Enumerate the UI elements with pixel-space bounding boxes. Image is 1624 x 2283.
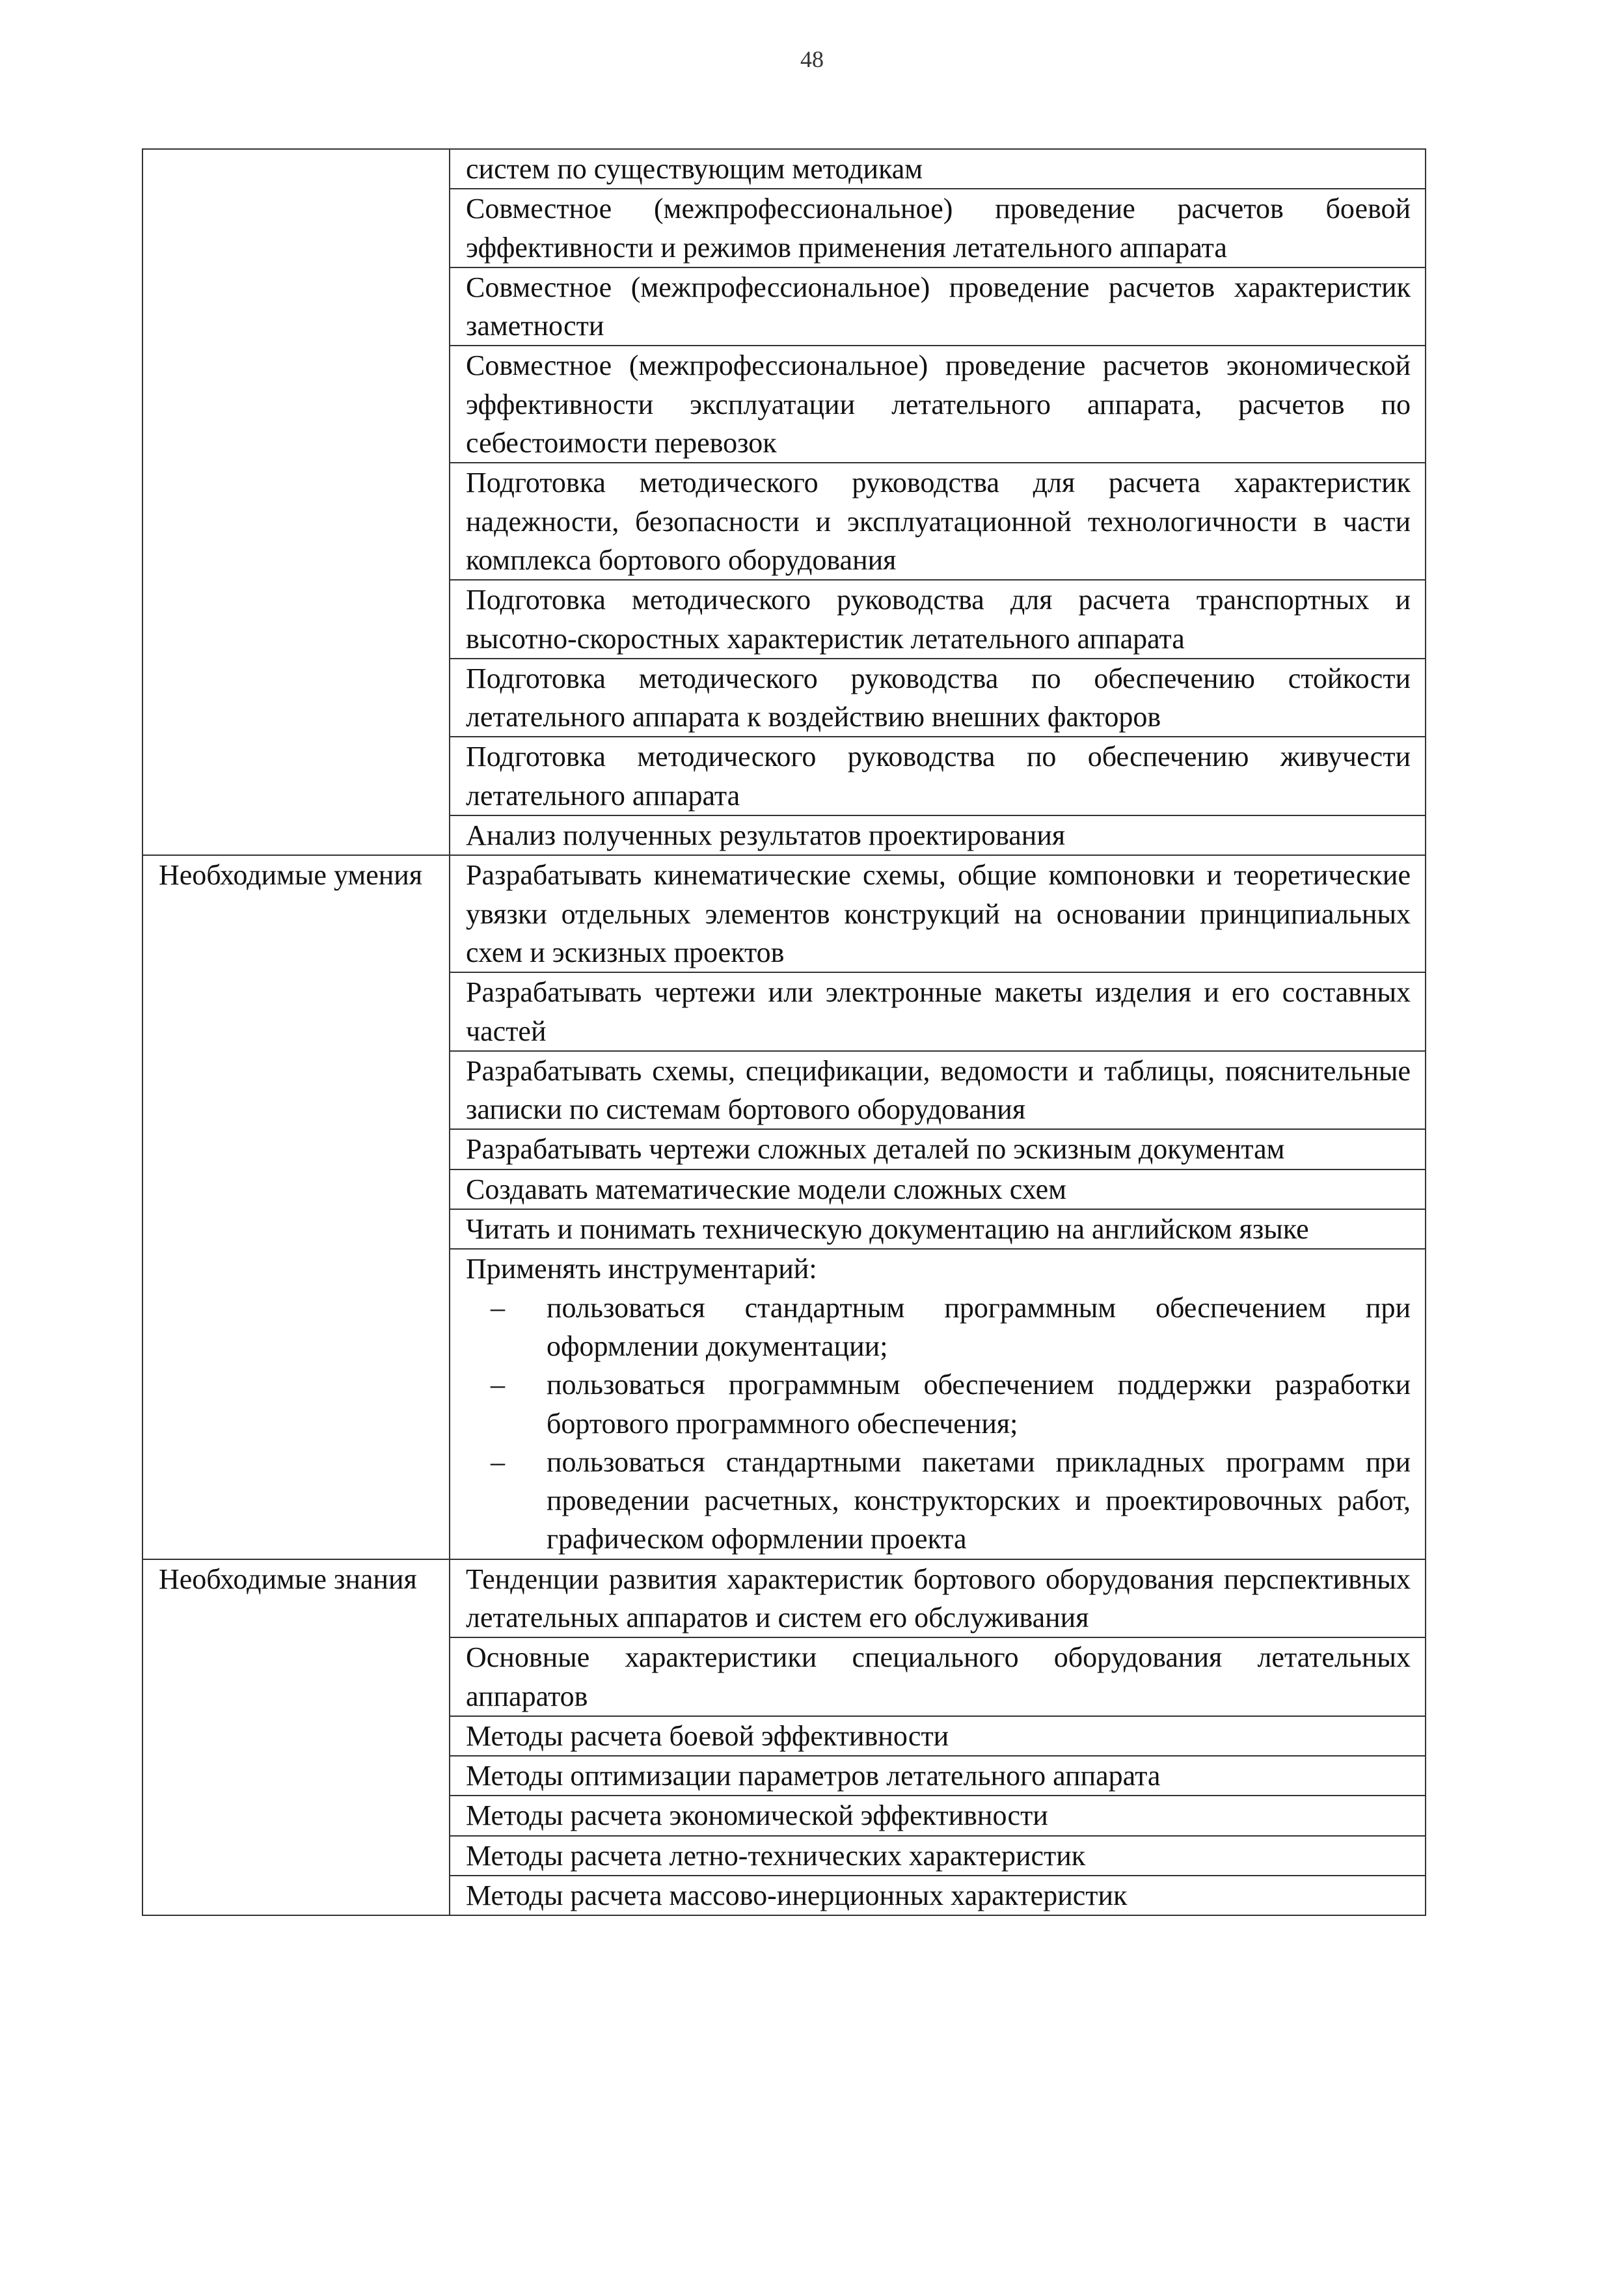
skill-item: Разрабатывать чертежи или электронные макеты изделия и его составных частей (450, 972, 1426, 1051)
table-row: Совместное (межпрофессиональное) проведение расчетов боевой эффективности и режимов применения летательного аппарата (450, 189, 1426, 267)
table-row: Подготовка методического руководства для расчета характеристик надежности, безопасности и эксплуатационной технологичности в части комплекса бортового оборудования (450, 463, 1426, 580)
knowledge-item: Тенденции развития характеристик бортового оборудования перспективных летательных аппаратов и систем его обслуживания (450, 1559, 1426, 1638)
table-row: Подготовка методического руководства для расчета транспортных и высотно-скоростных характеристик летательного аппарата (450, 580, 1426, 659)
dash-marker: – (491, 1445, 505, 1478)
dash-marker: – (491, 1369, 505, 1401)
list-item (466, 1289, 1411, 1366)
skill-item: Разрабатывать кинематические схемы, общие компоновки и теоретические увязки отдельных элементов конструкций на основании принципиальных схем и эскизных проектов (450, 855, 1426, 972)
page-number: 48 (800, 46, 824, 72)
skill-item: Создавать математические модели сложных схем (450, 1169, 1426, 1209)
list-item (466, 1365, 1411, 1443)
tools-list (466, 1289, 1411, 1559)
list-item (466, 1443, 1411, 1559)
tool-bullet-text: пользоваться стандартным программным обеспечением при оформлении документации; (547, 1291, 1411, 1362)
dash-marker: – (491, 1291, 505, 1324)
tool-bullet-text: пользоваться стандартными пакетами прикладных программ при проведении расчетных, конструкторских и проектировочных работ, графическом оформлении проекта (547, 1445, 1411, 1555)
table-row: Совместное (межпрофессиональное) проведение расчетов характеристик заметности (450, 267, 1426, 346)
table-row: Анализ полученных результатов проектирования (450, 815, 1426, 855)
tools-intro: Применять инструментарий: (466, 1253, 817, 1285)
skill-item: Разрабатывать схемы, спецификации, ведомости и таблицы, пояснительные записки по системам бортового оборудования (450, 1051, 1426, 1130)
table-row: Подготовка методического руководства по обеспечению стойкости летательного аппарата к воздействию внешних факторов (450, 659, 1426, 737)
knowledge-item: Методы расчета летно-технических характеристик (450, 1836, 1426, 1876)
table-row: Подготовка методического руководства по обеспечению живучести летательного аппарата (450, 737, 1426, 815)
knowledge-item: Методы оптимизации параметров летательного аппарата (450, 1756, 1426, 1796)
knowledge-item: Методы расчета массово-инерционных характеристик (450, 1876, 1426, 1915)
knowledge-item: Методы расчета экономической эффективности (450, 1796, 1426, 1835)
table-row: систем по существующим методикам (450, 149, 1426, 189)
knowledge-label: Необходимые знания (142, 1559, 450, 1916)
table-row: Совместное (межпрофессиональное) проведение расчетов экономической эффективности эксплуатации летательного аппарата, расчетов по себестоимости перевозок (450, 346, 1426, 463)
knowledge-item: Методы расчета боевой эффективности (450, 1716, 1426, 1756)
requirements-table (142, 148, 1426, 1916)
tool-bullet-text: пользоваться программным обеспечением поддержки разработки бортового программного обеспечения; (547, 1369, 1411, 1440)
tools-skill-item (450, 1249, 1426, 1559)
skill-item: Разрабатывать чертежи сложных деталей по эскизным документам (450, 1129, 1426, 1169)
knowledge-item: Основные характеристики специального оборудования летательных аппаратов (450, 1637, 1426, 1716)
skill-item: Читать и понимать техническую документацию на английском языке (450, 1209, 1426, 1249)
skills-label: Необходимые умения (142, 855, 450, 1559)
continuation-label-cell (142, 149, 450, 855)
